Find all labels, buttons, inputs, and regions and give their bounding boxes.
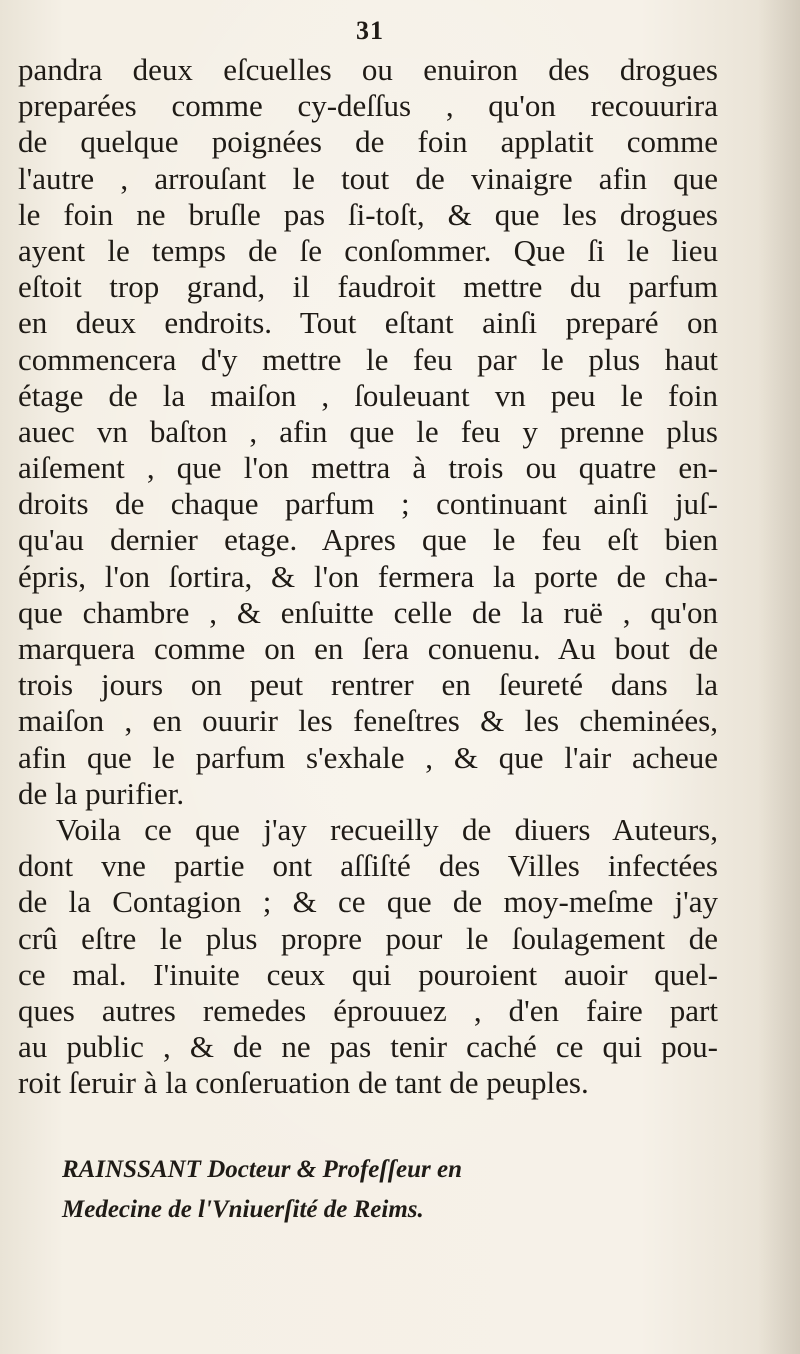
text-line: au public , & de ne pas tenir caché ce qui pou-	[18, 1029, 718, 1065]
text-line: ques autres remedes éprouuez , d'en faire part	[18, 992, 718, 1028]
text-line: de la purifier.	[18, 775, 185, 811]
text-line: preparées comme cy-deſſus , qu'on recouurira	[18, 88, 718, 124]
paragraph-1	[18, 52, 718, 812]
page-number: 31	[356, 16, 384, 45]
text-line: auec vn baſton , afin que le feu y prenne plus	[18, 413, 718, 449]
body-text	[18, 52, 718, 1101]
text-line: ce mal. I'inuite ceux qui pouroient auoir quel-	[18, 956, 718, 992]
author-signature	[62, 1150, 702, 1230]
paragraph-2	[18, 812, 718, 1102]
text-line: maiſon , en ouurir les feneſtres & les cheminées,	[18, 703, 718, 739]
text-line: qu'au dernier etage. Apres que le feu eſt bien	[18, 522, 718, 558]
text-line: de quelque poignées de foin applatit comme	[18, 124, 718, 160]
text-line: crû eſtre le plus propre pour le ſoulagement de	[18, 920, 718, 956]
text-line: roit ſeruir à la conſeruation de tant de peuples.	[18, 1065, 589, 1101]
text-line: eſtoit trop grand, il faudroit mettre du parfum	[18, 269, 718, 305]
text-line: dont vne partie ont aſſiſté des Villes infectées	[18, 848, 718, 884]
text-line: épris, l'on ſortira, & l'on fermera la porte de cha-	[18, 558, 718, 594]
text-line: droits de chaque parfum ; continuant ainſi juſ-	[18, 486, 718, 522]
signature-line: Medecine de l'Vniuerſité de Reims.	[62, 1196, 424, 1223]
text-line: étage de la maiſon , ſouleuant vn peu le foin	[18, 377, 718, 413]
text-line: pandra deux eſcuelles ou enuiron des drogues	[18, 52, 718, 87]
text-line: le foin ne bruſle pas ſi-toſt, & que les drogues	[18, 196, 718, 232]
text-line: trois jours on peut rentrer en ſeureté dans la	[18, 667, 718, 703]
text-line: l'autre , arrouſant le tout de vinaigre afin que	[18, 160, 718, 196]
text-line: ayent le temps de ſe conſommer. Que ſi le lieu	[18, 232, 718, 268]
text-line: en deux endroits. Tout eſtant ainſi preparé on	[18, 305, 718, 341]
text-line: afin que le parfum s'exhale , & que l'air acheue	[18, 739, 718, 775]
text-line: que chambre , & enſuitte celle de la ruë , qu'on	[18, 594, 718, 630]
text-line: Voila ce que j'ay recueilly de diuers Auteurs,	[56, 811, 718, 847]
text-line: commencera d'y mettre le feu par le plus haut	[18, 341, 718, 377]
text-line: aiſement , que l'on mettra à trois ou quatre en-	[18, 450, 718, 486]
signature-line: RAINSSANT Docteur & Profeſſeur en	[62, 1156, 463, 1183]
text-line: de la Contagion ; & ce que de moy-meſme j'ay	[18, 884, 718, 920]
text-line: marquera comme on en ſera conuenu. Au bout de	[18, 631, 718, 666]
